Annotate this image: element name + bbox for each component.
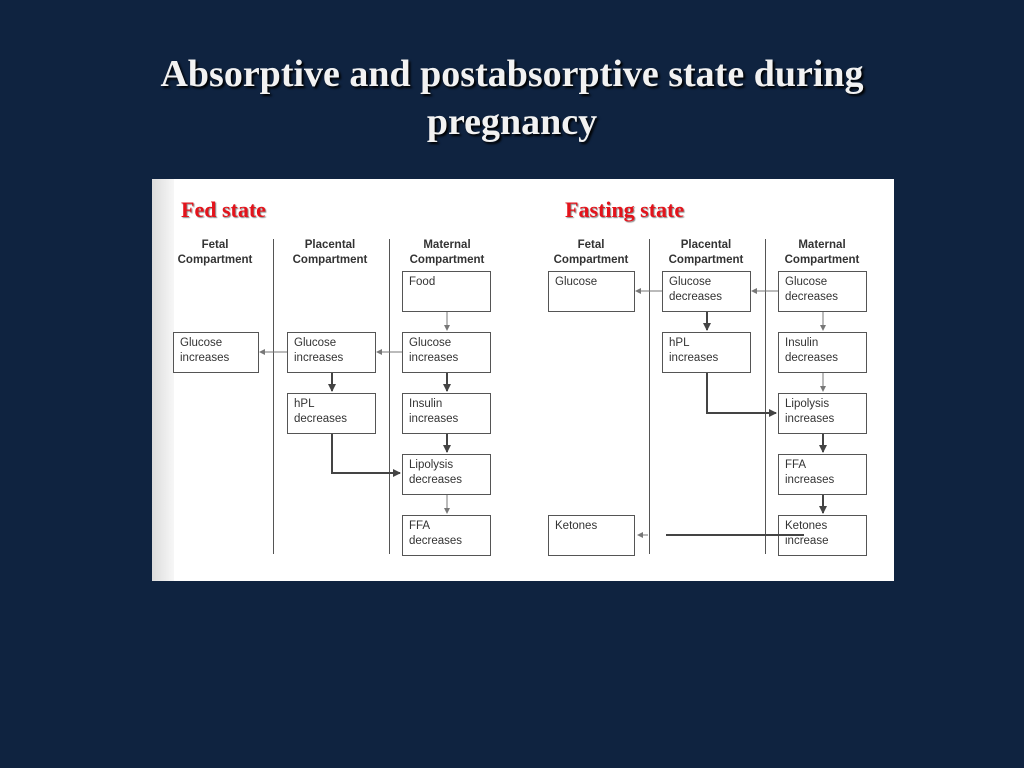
- box-line2: increases: [409, 352, 459, 364]
- fed-placental-header-line2: Compartment: [292, 254, 368, 266]
- slide-title: [0, 50, 1024, 146]
- fasting-state-heading: Fasting state: [565, 197, 685, 222]
- fed-arrow-hpl-to-lipolysis: [332, 434, 400, 473]
- box-line2: decreases: [785, 291, 839, 303]
- fed-maternal-header-line1: Maternal: [423, 239, 471, 251]
- fed-state-heading: Fed state: [181, 197, 266, 222]
- box-line1: Lipolysis: [785, 398, 830, 410]
- box-line2: increases: [669, 352, 719, 364]
- fasting-maternal-header-line1: Maternal: [798, 239, 846, 251]
- flow-arrows: [152, 179, 894, 581]
- fasting-arrow-hpl-to-lipolysis: [707, 373, 776, 413]
- fasting-fetal-header-line1: Fetal: [577, 239, 605, 251]
- box-line2: decreases: [294, 413, 348, 425]
- box-line1: Ketones: [785, 520, 828, 532]
- box-line2: increase: [785, 535, 829, 547]
- box-line2: decreases: [409, 474, 463, 486]
- box-line2: increases: [785, 474, 835, 486]
- fasting-placental-header-line2: Compartment: [668, 254, 744, 266]
- box-line2: increases: [409, 413, 459, 425]
- box-line1: Lipolysis: [409, 459, 454, 471]
- box-line1: Glucose: [294, 337, 337, 349]
- box-line1: Ketones: [555, 520, 598, 532]
- box-line2: decreases: [669, 291, 723, 303]
- box-line1: FFA: [785, 459, 807, 471]
- fed-maternal-header-line2: Compartment: [409, 254, 485, 266]
- box-line2: increases: [294, 352, 344, 364]
- box-line2: decreases: [409, 535, 463, 547]
- box-line2: increases: [785, 413, 835, 425]
- fed-fetal-header-line1: Fetal: [201, 239, 229, 251]
- box-line1: Glucose: [785, 276, 828, 288]
- box-line1: Glucose: [669, 276, 712, 288]
- fed-placental-header-line1: Placental: [304, 239, 356, 251]
- diagram-figure: [152, 179, 894, 581]
- box-line1: Food: [409, 276, 436, 288]
- slide-title-line1: Absorptive and postabsorptive state during: [160, 53, 864, 95]
- box-line1: Glucose: [555, 276, 598, 288]
- box-line1: Glucose: [180, 337, 223, 349]
- fasting-maternal-header-line2: Compartment: [784, 254, 860, 266]
- box-line2: increases: [180, 352, 230, 364]
- slide-title-line2: pregnancy: [426, 101, 598, 143]
- box-line1: Insulin: [409, 398, 443, 410]
- fasting-fetal-header-line2: Compartment: [553, 254, 629, 266]
- box-line2: decreases: [785, 352, 839, 364]
- box-line1: Glucose: [409, 337, 452, 349]
- fasting-placental-header-line1: Placental: [680, 239, 732, 251]
- box-line1: hPL: [669, 337, 690, 349]
- box-line1: Insulin: [785, 337, 819, 349]
- fed-fetal-header-line2: Compartment: [177, 254, 253, 266]
- box-line1: FFA: [409, 520, 431, 532]
- box-line1: hPL: [294, 398, 315, 410]
